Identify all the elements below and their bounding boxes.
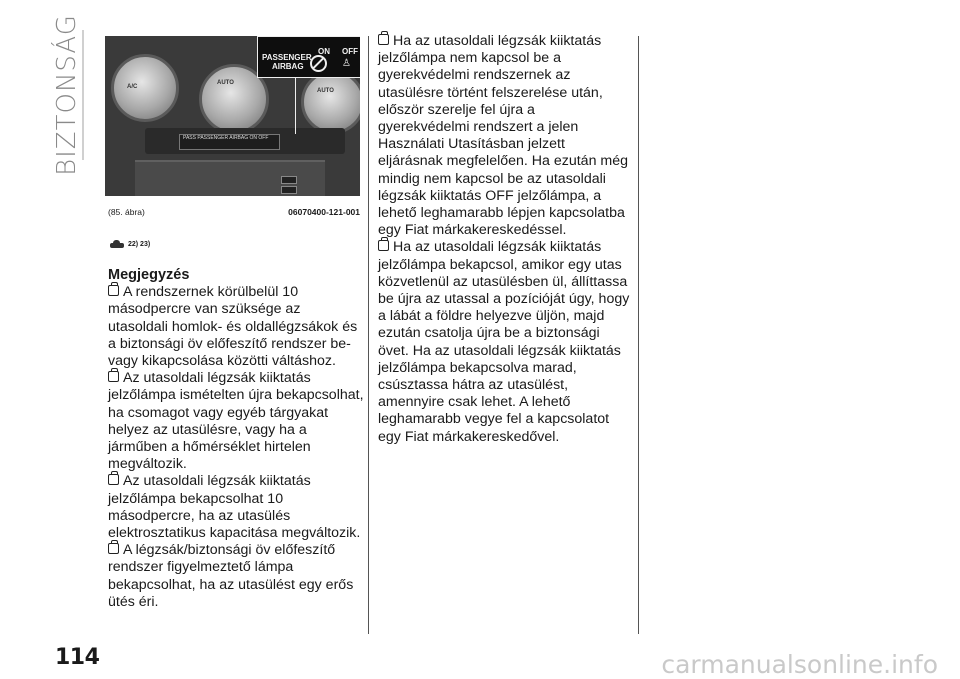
note-paragraph (108, 284, 364, 370)
climate-knob-left (111, 54, 179, 122)
figure-code: 06070400-121-001 (288, 207, 360, 217)
column-divider (368, 36, 369, 634)
note-paragraph (108, 542, 364, 611)
notes-column-1 (108, 267, 364, 611)
warning-refs-text: 22) 23) (128, 241, 151, 248)
note-bag-icon (378, 34, 389, 45)
knob-label: A/C (127, 84, 138, 90)
usb-port-icon (281, 186, 297, 194)
figure-85 (105, 36, 360, 196)
note-paragraph (108, 370, 364, 473)
section-title (52, 14, 83, 176)
seated-passenger-icon: ♙ (342, 58, 351, 69)
section-rule (82, 30, 84, 160)
warning-references (110, 240, 150, 249)
callout-on: ON (318, 47, 330, 56)
note-text: Ha az utasoldali légzsák kiiktatás jelzőlámpa bekapcsol, amikor egy utas közvetlenül az utasülésben ül, állíttassa be újra az utassal a pozícióját úgy, hogy a lábát a földre helyezve üljön, majd ezután csatolja újra be a biztonsági övet. Ha az utasoldali légzsák kiiktatás jelzőlámpa bekapcsolva marad, csúsztassa hátra az utasülést, amennyire csak lehet. A lehető leghamarabb vegye fel a kapcsolatot egy Fiat márkakereskedővel. (378, 239, 630, 445)
watermark: carmanualsonline.info (661, 650, 938, 679)
callout-airbag: AIRBAG (272, 62, 304, 71)
note-bag-icon (108, 474, 119, 485)
airbag-off-icon (310, 55, 327, 72)
callout-off: OFF (342, 47, 358, 56)
airbag-indicator-mini: PASS PASSENGER AIRBAG ON OFF (179, 134, 280, 150)
column-divider (638, 36, 639, 634)
note-bag-icon (108, 285, 119, 296)
note-paragraph (108, 473, 364, 542)
knob-label: AUTO (317, 88, 334, 94)
note-text: A rendszernek körülbelül 10 másodpercre van szüksége az utasoldali homlok- és oldallégzsákok és a biztonsági öv előfeszítő rendszer be-vagy kikapcsolása közötti váltáshoz. (108, 284, 358, 370)
airbag-indicator-callout (257, 36, 360, 78)
notes-heading: Megjegyzés (108, 267, 190, 283)
note-text: A légzsák/biztonsági öv előfeszítő rendszer figyelmeztető lámpa bekapcsolhat, ha az utasülést egy erős ütés éri. (108, 542, 354, 610)
car-icon (110, 240, 124, 249)
callout-passenger: PASSENGER (262, 53, 312, 62)
knob-label: AUTO (217, 80, 234, 86)
figure-label: (85. ábra) (108, 207, 145, 217)
note-bag-icon (108, 543, 119, 554)
page-number: 114 (55, 645, 100, 670)
callout-leader-line (295, 76, 296, 134)
note-bag-icon (378, 240, 389, 251)
usb-port-icon (281, 176, 297, 184)
note-bag-icon (108, 371, 119, 382)
note-paragraph (378, 33, 630, 239)
note-text: Ha az utasoldali légzsák kiiktatás jelzőlámpa nem kapcsol be a gyerekvédelmi rendszernek az utasülésre történt felszerelése után, először szerelje fel újra a gyerekvédelmi rendszert a jelen Használati Utasításban jelzett eljárásnak megfelelően. Ha ezután még mindig nem kapcsol be az utasoldali légzsák kiiktatás OFF jelzőlámpa, a lehető leghamarabb lépjen kapcsolatba egy Fiat márkakereskedéssel. (378, 33, 629, 239)
notes-column-2 (378, 33, 630, 446)
note-text: Az utasoldali légzsák kiiktatás jelzőlámpa bekapcsolhat 10 másodpercre, ha az utasülés elektrosztatikus kapacitása megváltozik. (108, 473, 361, 542)
section-title-text: BIZTONSÁG (52, 14, 83, 176)
note-paragraph (378, 239, 630, 445)
climate-knob-right (301, 70, 360, 134)
note-text: Az utasoldali légzsák kiiktatás jelzőlámpa ismételten újra bekapcsolhat, ha csomagot vagy egyéb tárgyakat helyez az utasülésre, vagy ha a járműben a hőmérséklet hirtelen megváltozik. (108, 370, 364, 473)
